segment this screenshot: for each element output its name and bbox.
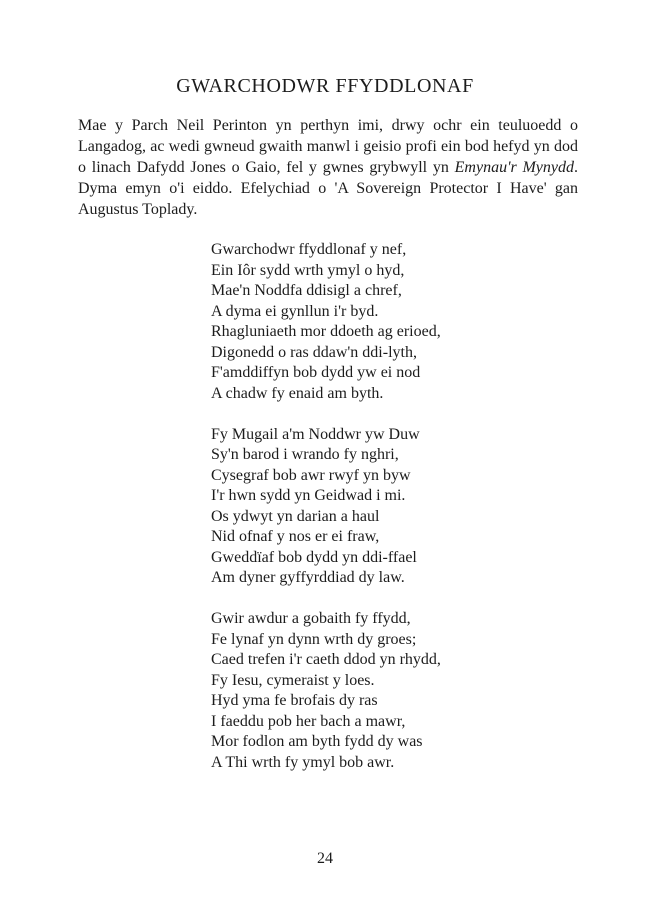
page-title: GWARCHODWR FFYDDLONAF <box>176 75 474 97</box>
verse-line: I'r hwn sydd yn Geidwad i mi. <box>211 487 406 504</box>
verse-line: Fe lynaf yn dynn wrth dy groes; <box>211 630 417 648</box>
stanza-2 <box>211 425 531 589</box>
intro-text-before: Mae y Parch Neil Perinton yn perthyn imi, drwy ochr ein teuluoedd o Langadog, ac wedi gwneud gwaith manwl i geisio profi ein bod hefyd yn dod o linach Dafydd Jones o Gaio, fel y gwnes grybwyll yn <box>78 117 578 176</box>
verse-line: A Thi wrth fy ymyl bob awr. <box>211 753 395 771</box>
verse-line: Nid ofnaf y nos er ei fraw, <box>211 528 380 545</box>
verse-line: Digonedd o ras ddaw'n ddi-lyth, <box>211 343 417 361</box>
verse-line: A chadw fy enaid am byth. <box>211 384 384 402</box>
hymn-text <box>211 240 531 794</box>
verse-line: A dyma ei gynllun i'r byd. <box>211 302 379 320</box>
verse-line: Os ydwyt yn darian a haul <box>211 507 380 525</box>
verse-line: Gwarchodwr ffyddlonaf y nef, <box>211 241 407 258</box>
stanza-1 <box>211 240 531 404</box>
page-number: 24 <box>317 850 333 867</box>
verse-line: Fy Mugail a'm Noddwr yw Duw <box>211 425 420 443</box>
verse-line: Gweddïaf bob dydd yn ddi-ffael <box>211 548 417 566</box>
verse-line: Sy'n barod i wrando fy nghri, <box>211 446 399 463</box>
verse-line: Hyd yma fe brofais dy ras <box>211 692 378 709</box>
verse-line: Cysegraf bob awr rwyf yn byw <box>211 466 411 484</box>
verse-line: Ein Iôr sydd wrth ymyl o hyd, <box>211 261 405 279</box>
verse-line: Gwir awdur a gobaith fy ffydd, <box>211 610 411 627</box>
verse-line: F'amddiffyn bob dydd yw ei nod <box>211 364 421 381</box>
verse-line: Fy Iesu, cymeraist y loes. <box>211 671 375 689</box>
intro-text-after: . Dyma emyn o'i eiddo. Efelychiad o 'A Sovereign Protector I Have' gan Augustus Toplady. <box>78 159 579 218</box>
intro-paragraph <box>78 115 578 220</box>
verse-line: Am dyner gyffyrddiad dy law. <box>211 569 405 586</box>
verse-line: Mae'n Noddfa ddisigl a chref, <box>211 282 402 299</box>
verse-line: I faeddu pob her bach a mawr, <box>211 712 406 730</box>
verse-line: Mor fodlon am byth fydd dy was <box>211 733 423 750</box>
stanza-3 <box>211 609 531 773</box>
intro-book-title: Emynau'r Mynydd <box>454 159 575 176</box>
verse-line: Caed trefen i'r caeth ddod yn rhydd, <box>211 651 441 668</box>
verse-line: Rhagluniaeth mor ddoeth ag erioed, <box>211 323 441 340</box>
